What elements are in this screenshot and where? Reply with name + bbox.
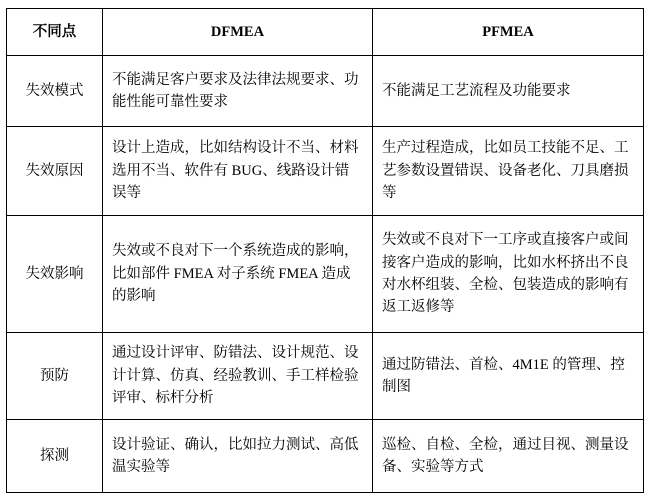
- column-header-difference: 不同点: [7, 9, 103, 56]
- cell-pfmea-detection: 巡检、自检、全检，通过目视、测量设备、实验等方式: [373, 420, 644, 493]
- row-label-prevention: 预防: [7, 333, 103, 420]
- row-label-failure-mode: 失效模式: [7, 56, 103, 127]
- cell-dfmea-failure-effect: 失效或不良对下一个系统造成的影响，比如部件 FMEA 对子系统 FMEA 造成的影响: [103, 216, 373, 333]
- row-label-failure-cause: 失效原因: [7, 127, 103, 216]
- row-label-failure-effect: 失效影响: [7, 216, 103, 333]
- table-row: [7, 127, 644, 216]
- cell-dfmea-detection: 设计验证、确认，比如拉力测试、高低温实验等: [103, 420, 373, 493]
- column-header-pfmea: PFMEA: [373, 9, 644, 56]
- cell-pfmea-failure-effect: 失效或不良对下一工序或直接客户或间接客户造成的影响，比如水杯挤出不良对水杯组装、全检、包装造成的影响有返工返修等: [373, 216, 644, 333]
- table-header: [7, 9, 644, 56]
- table-row: [7, 420, 644, 493]
- table-body: [7, 56, 644, 493]
- cell-dfmea-failure-cause: 设计上造成，比如结构设计不当、材料选用不当、软件有 BUG、线路设计错误等: [103, 127, 373, 216]
- cell-dfmea-prevention: 通过设计评审、防错法、设计规范、设计计算、仿真、经验教训、手工样检验评审、标杆分析: [103, 333, 373, 420]
- cell-pfmea-failure-cause: 生产过程造成，比如员工技能不足、工艺参数设置错误、设备老化、刀具磨损等: [373, 127, 644, 216]
- cell-pfmea-prevention: 通过防错法、首检、4M1E 的管理、控制图: [373, 333, 644, 420]
- table-row: [7, 56, 644, 127]
- column-header-dfmea: DFMEA: [103, 9, 373, 56]
- comparison-table: [6, 8, 644, 493]
- table-row: [7, 333, 644, 420]
- row-label-detection: 探测: [7, 420, 103, 493]
- header-row: [7, 9, 644, 56]
- cell-dfmea-failure-mode: 不能满足客户要求及法律法规要求、功能性能可靠性要求: [103, 56, 373, 127]
- cell-pfmea-failure-mode: 不能满足工艺流程及功能要求: [373, 56, 644, 127]
- table-row: [7, 216, 644, 333]
